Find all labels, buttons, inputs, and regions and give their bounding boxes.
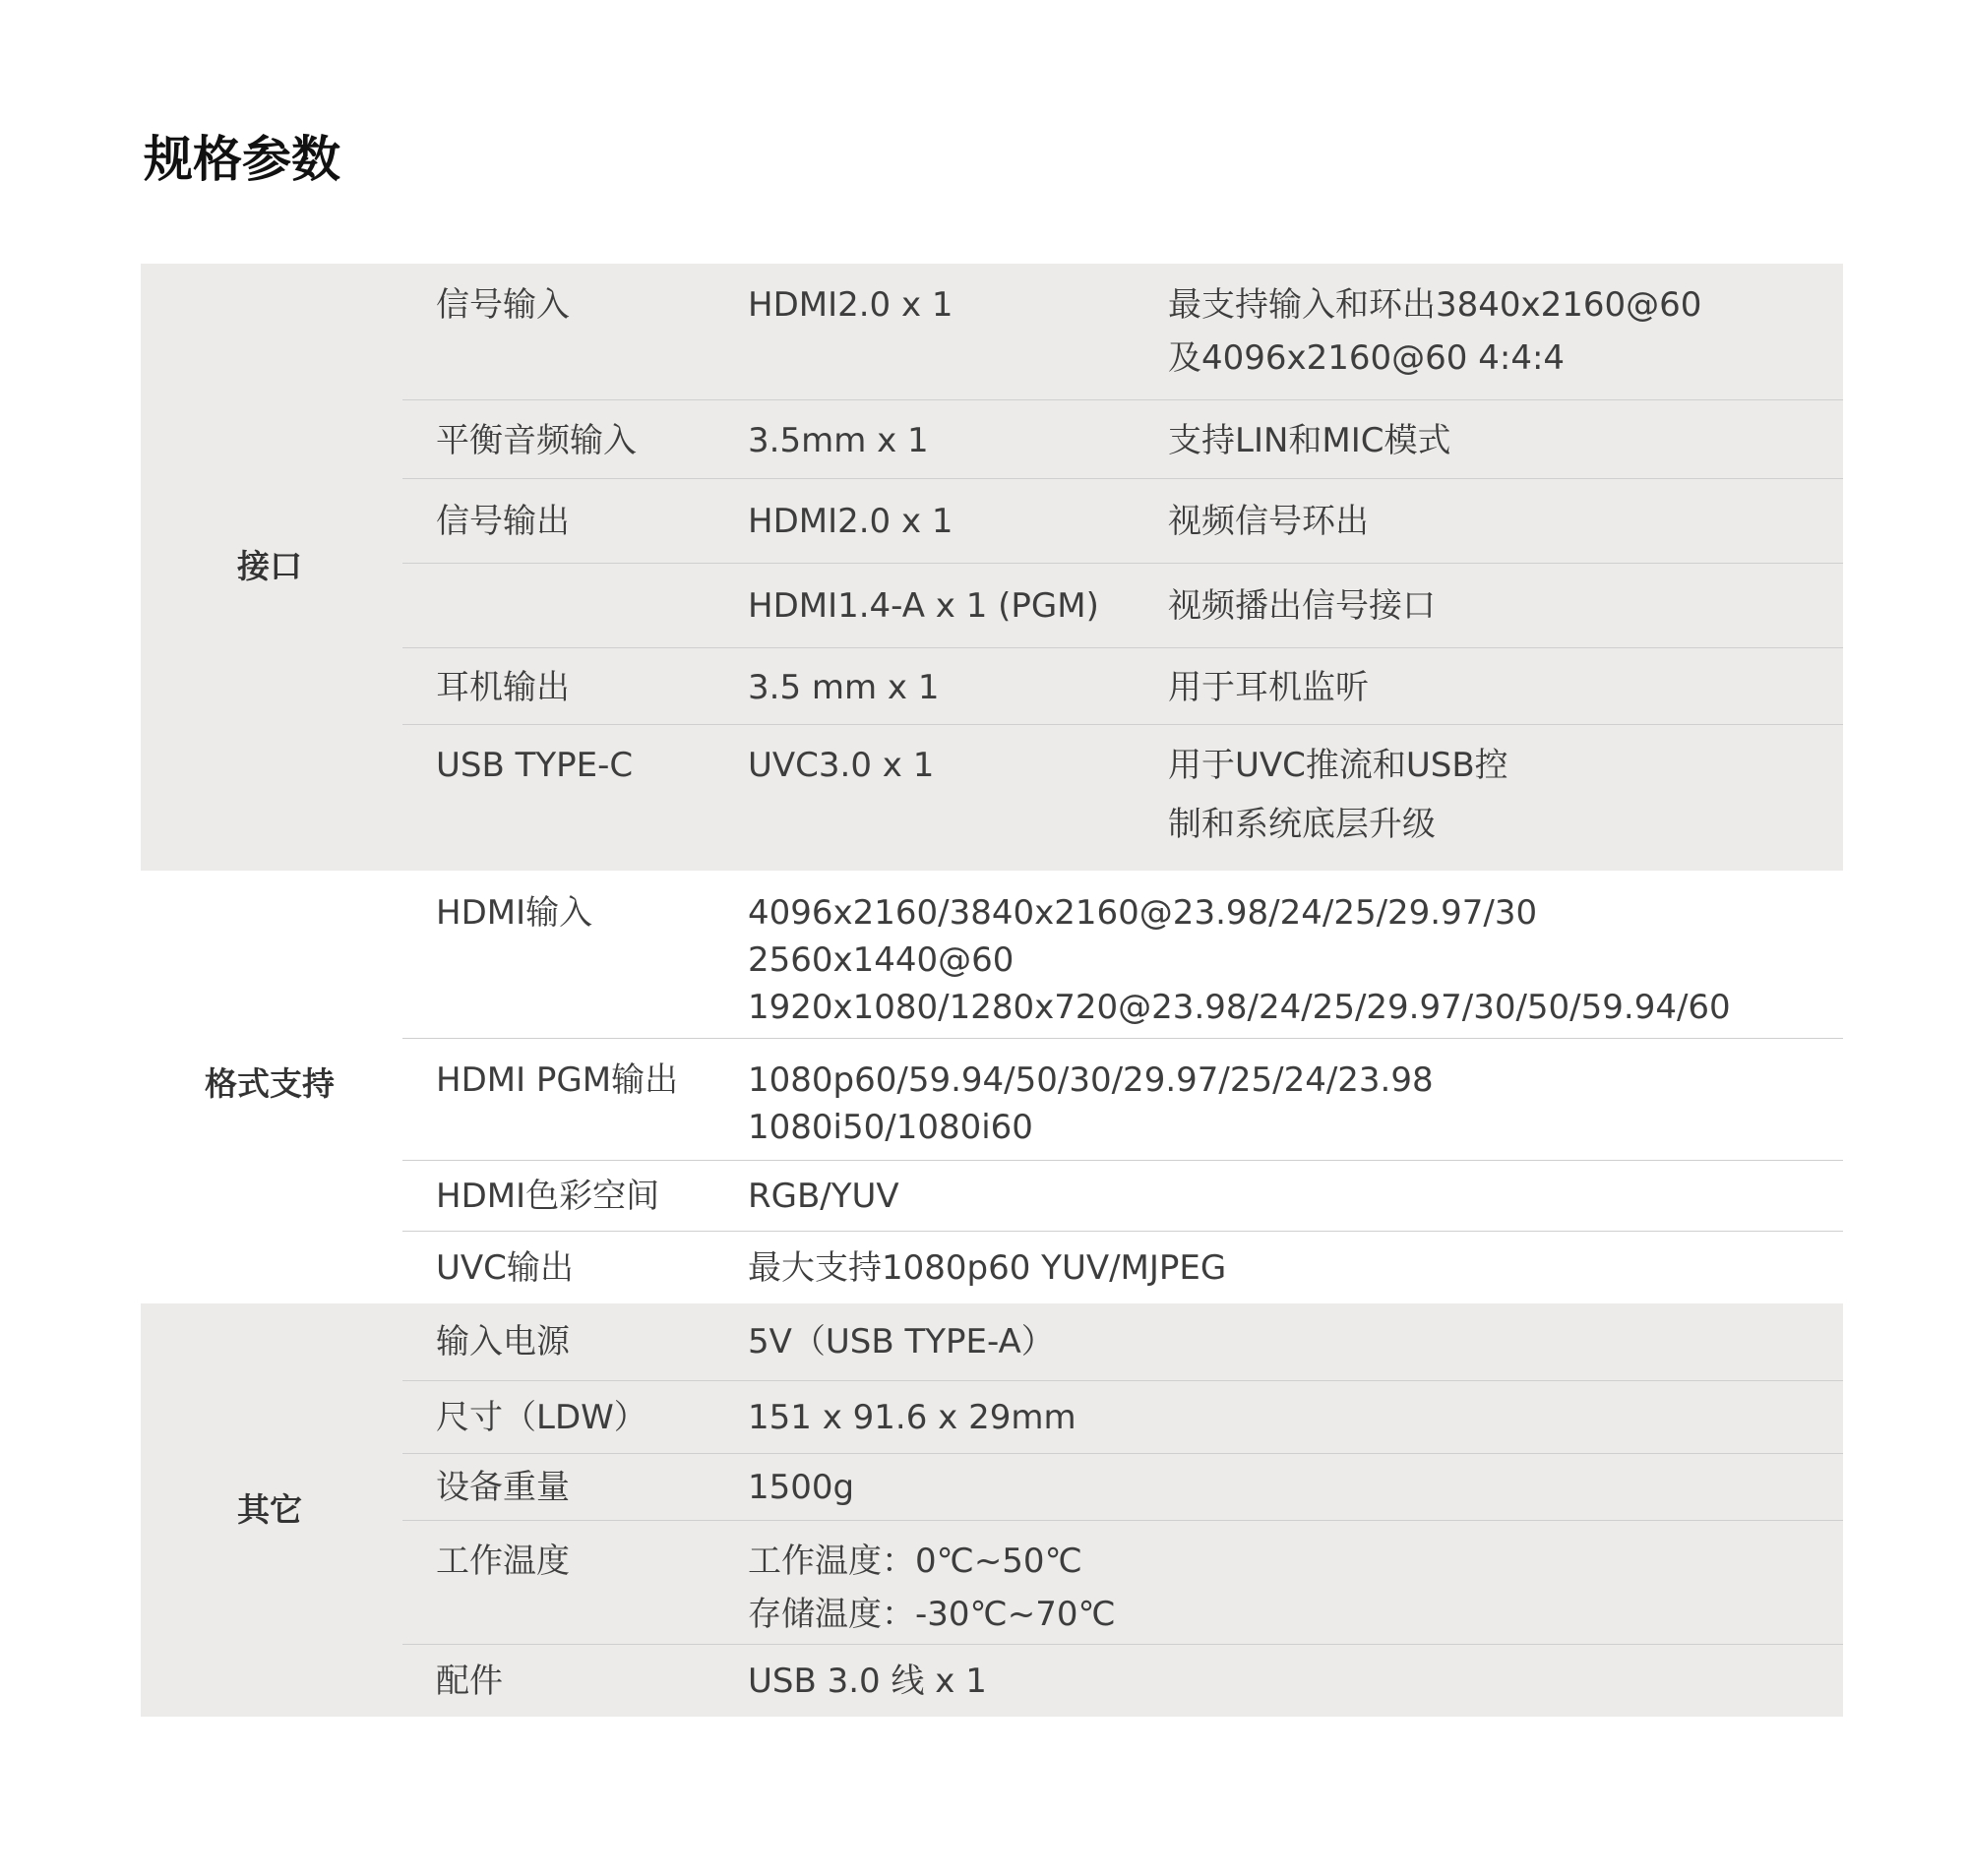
spec-note: 视频播出信号接口 bbox=[1168, 586, 1436, 626]
spec-name: 配件 bbox=[436, 1662, 503, 1701]
table-row bbox=[402, 724, 1843, 872]
spec-name: 尺寸（LDW） bbox=[436, 1398, 647, 1437]
spec-note: 支持LIN和MIC模式 bbox=[1168, 421, 1451, 460]
spec-value: 3.5mm x 1 bbox=[748, 421, 929, 460]
spec-value: 1080p60/59.94/50/30/29.97/25/24/23.98 bbox=[748, 1060, 1434, 1100]
spec-value: 2560x1440@60 bbox=[748, 940, 1015, 980]
spec-note: 制和系统底层升级 bbox=[1168, 805, 1436, 844]
table-row bbox=[402, 1644, 1843, 1718]
section-label-format: 格式支持 bbox=[205, 1064, 335, 1103]
table-row bbox=[402, 563, 1843, 648]
spec-name: 信号输出 bbox=[436, 502, 570, 541]
spec-note: 用于耳机监听 bbox=[1168, 668, 1369, 707]
spec-value: 1920x1080/1280x720@23.98/24/25/29.97/30/50/59.94/60 bbox=[748, 988, 1731, 1027]
spec-value: HDMI2.0 x 1 bbox=[748, 502, 953, 541]
spec-value: 存储温度：-30℃~70℃ bbox=[748, 1595, 1116, 1634]
interface-section bbox=[141, 264, 1843, 871]
spec-name: UVC输出 bbox=[436, 1248, 574, 1288]
spec-note: 最支持输入和环出3840x2160@60 bbox=[1168, 285, 1702, 325]
table-row bbox=[402, 478, 1843, 564]
section-label-interface: 接口 bbox=[237, 547, 302, 585]
spec-name: USB TYPE-C bbox=[436, 746, 634, 785]
spec-value: USB 3.0 线 x 1 bbox=[748, 1662, 987, 1701]
spec-value: HDMI1.4-A x 1 (PGM) bbox=[748, 586, 1099, 626]
spec-value: 5V（USB TYPE-A） bbox=[748, 1322, 1055, 1362]
spec-name: 耳机输出 bbox=[436, 668, 570, 707]
table-row bbox=[402, 647, 1843, 725]
spec-value: 最大支持1080p60 YUV/MJPEG bbox=[748, 1248, 1227, 1288]
table-row bbox=[402, 1380, 1843, 1454]
spec-value: 工作温度：0℃~50℃ bbox=[748, 1542, 1082, 1581]
spec-name: HDMI PGM输出 bbox=[436, 1060, 679, 1100]
table-row bbox=[402, 1038, 1843, 1161]
format-section bbox=[141, 871, 1843, 1303]
table-row bbox=[402, 1303, 1843, 1380]
other-section bbox=[141, 1303, 1843, 1717]
spec-value: 1080i50/1080i60 bbox=[748, 1108, 1033, 1147]
spec-note: 视频信号环出 bbox=[1168, 502, 1369, 541]
spec-value: 4096x2160/3840x2160@23.98/24/25/29.97/30 bbox=[748, 893, 1538, 933]
table-row bbox=[402, 264, 1843, 399]
section-label-other: 其它 bbox=[237, 1490, 302, 1529]
spec-name: 输入电源 bbox=[436, 1322, 570, 1362]
spec-name: 平衡音频输入 bbox=[436, 421, 637, 460]
page-title: 规格参数 bbox=[144, 131, 340, 188]
spec-value: UVC3.0 x 1 bbox=[748, 746, 935, 785]
spec-value: 1500g bbox=[748, 1468, 855, 1507]
table-row bbox=[402, 399, 1843, 479]
spec-name: 工作温度 bbox=[436, 1542, 570, 1581]
spec-value: 3.5 mm x 1 bbox=[748, 668, 940, 707]
spec-name: HDMI色彩空间 bbox=[436, 1177, 660, 1216]
table-row bbox=[402, 1160, 1843, 1232]
spec-name: HDMI输入 bbox=[436, 893, 593, 933]
spec-note: 用于UVC推流和USB控 bbox=[1168, 746, 1508, 785]
table-row bbox=[402, 1453, 1843, 1521]
table-row bbox=[402, 1520, 1843, 1645]
table-row bbox=[402, 1231, 1843, 1304]
spec-value: RGB/YUV bbox=[748, 1177, 899, 1216]
spec-name: 设备重量 bbox=[436, 1468, 570, 1507]
spec-note: 及4096x2160@60 4:4:4 bbox=[1168, 338, 1566, 378]
spec-value: 151 x 91.6 x 29mm bbox=[748, 1398, 1076, 1437]
spec-name: 信号输入 bbox=[436, 285, 570, 325]
spec-value: HDMI2.0 x 1 bbox=[748, 285, 953, 325]
table-row bbox=[402, 871, 1843, 1038]
